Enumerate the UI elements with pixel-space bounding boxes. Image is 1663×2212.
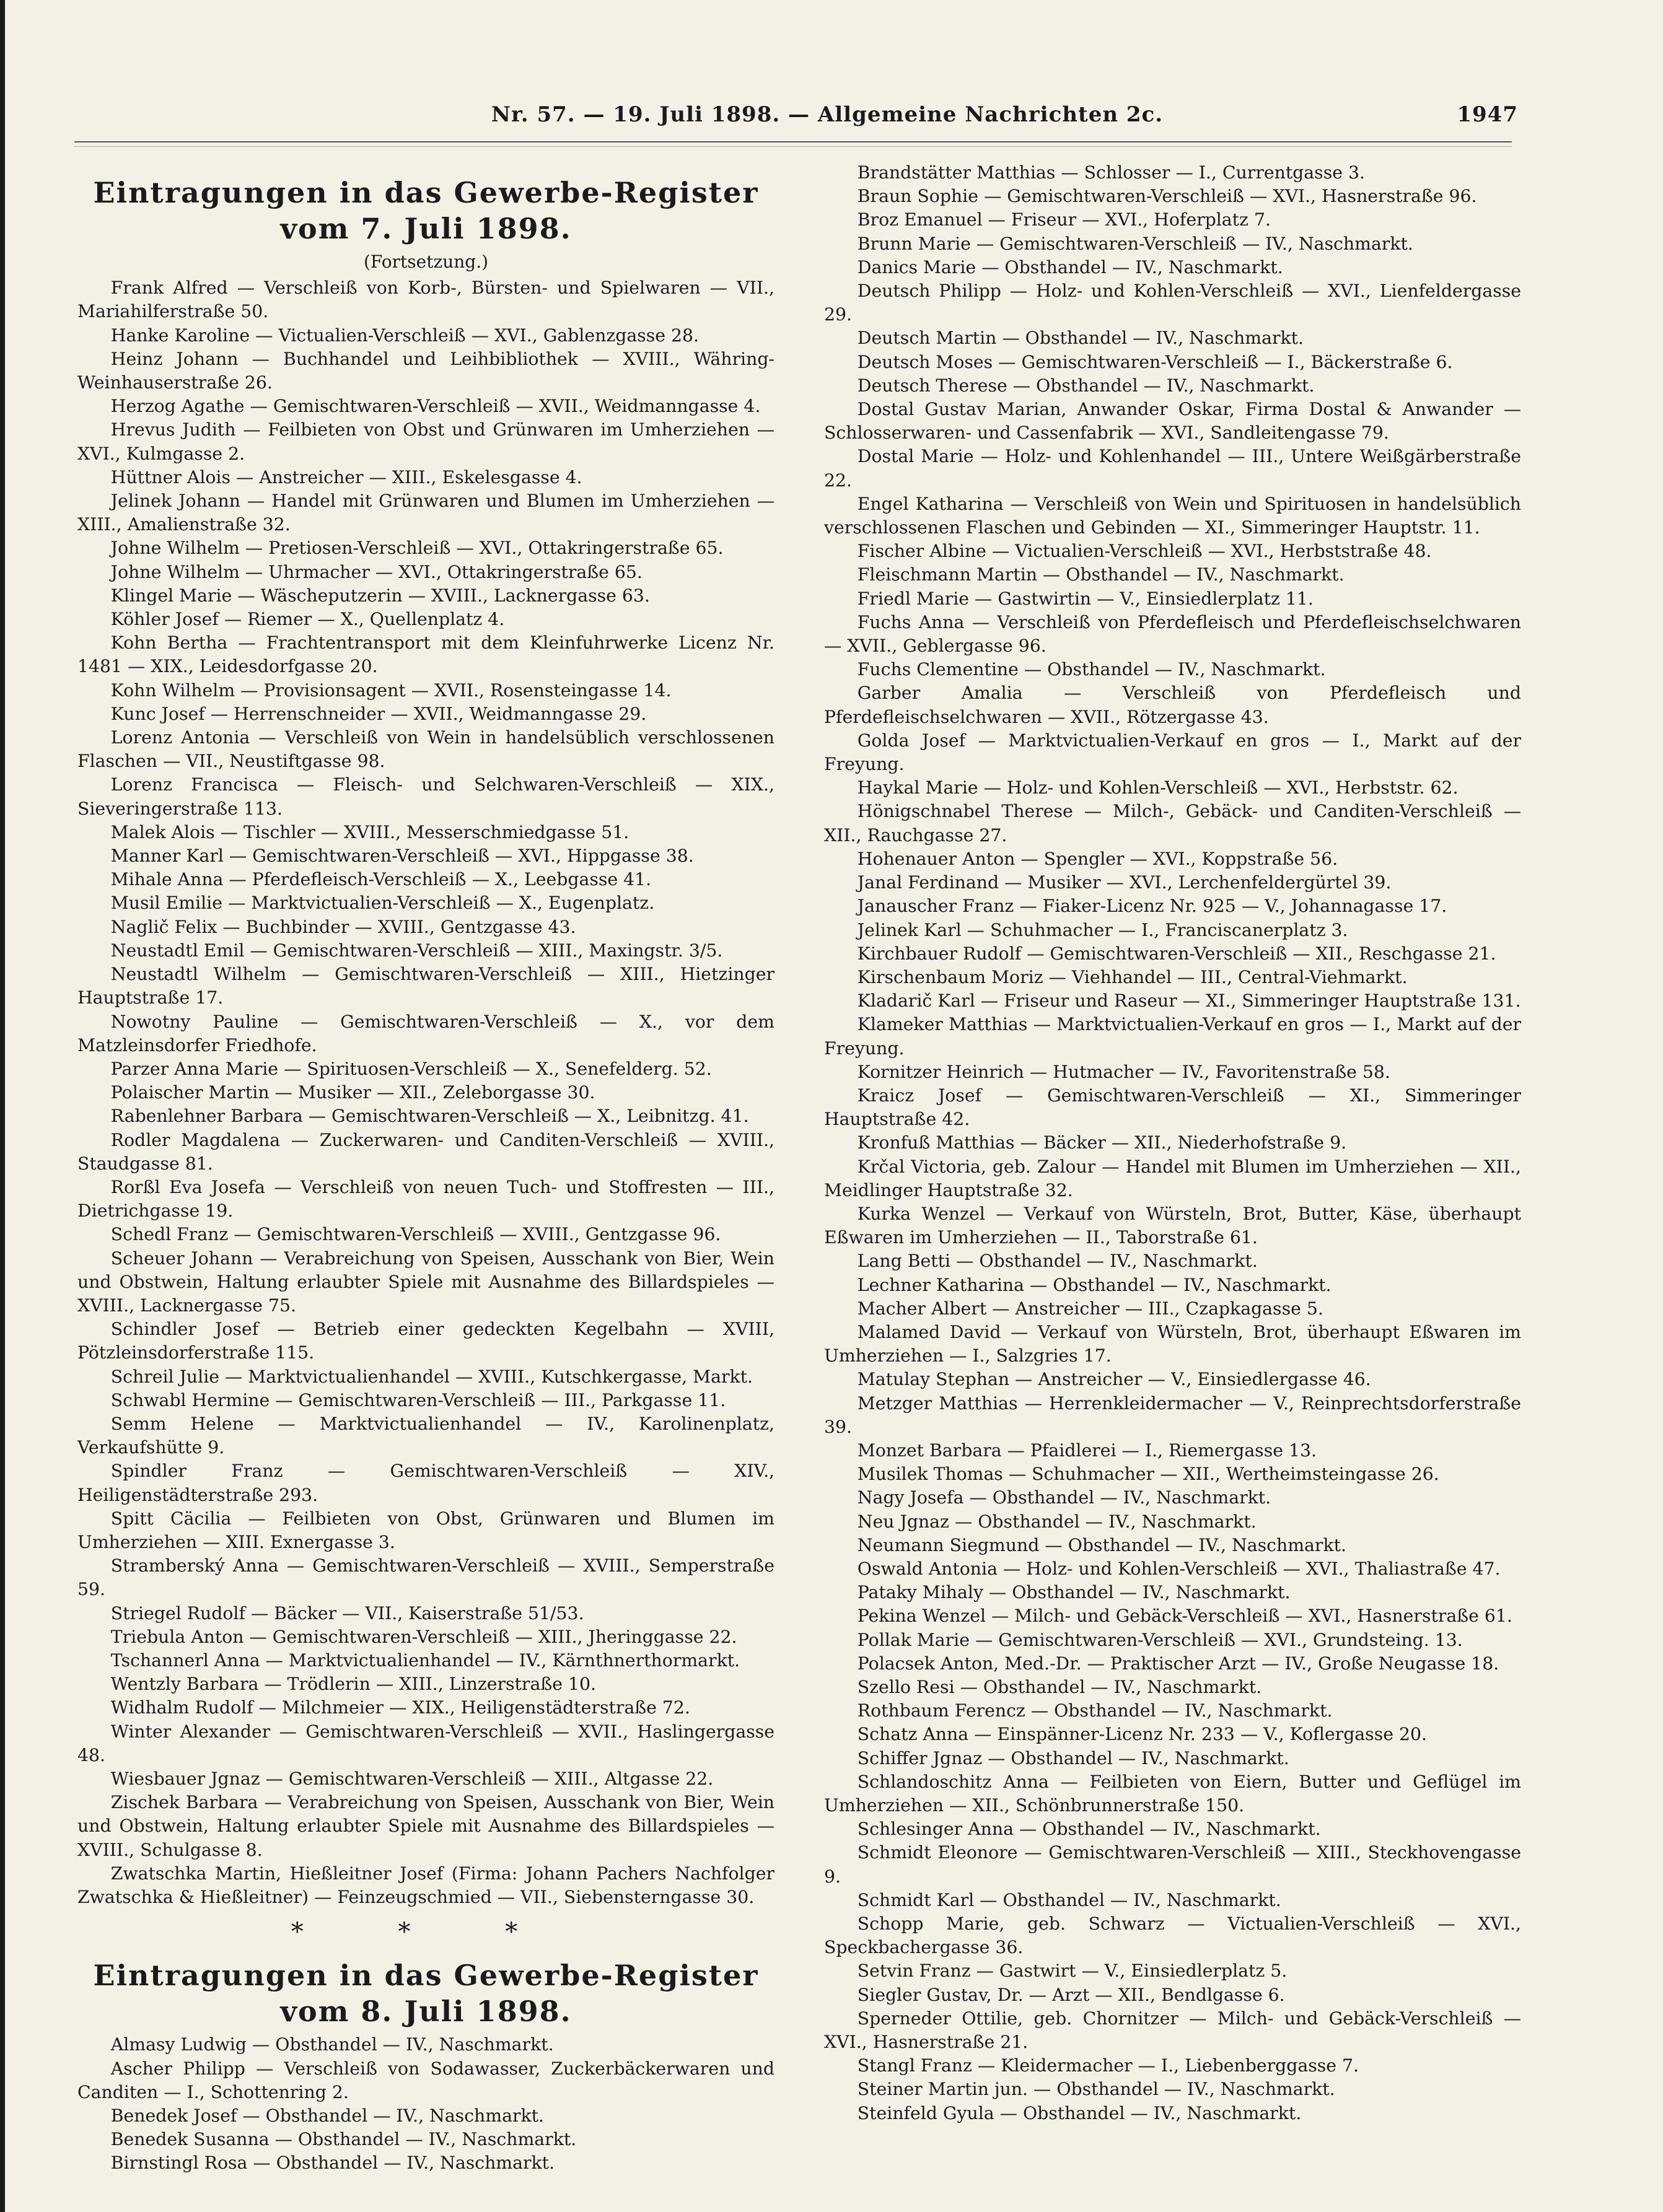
section2-title-line2: vom 8. Juli 1898. <box>280 1995 572 2029</box>
register-entry: Polacsek Anton, Med.-Dr. — Praktischer Arzt — IV., Große Neugasse 18. <box>857 1653 1499 1674</box>
register-entry: Widhalm Rudolf — Milchmeier — XIX., Heiligenstädterstraße 72. <box>110 1697 690 1718</box>
register-entry: Kohn Wilhelm — Provisionsagent — XVII., Rosensteingasse 14. <box>110 680 672 701</box>
register-entry: Schlandoschitz Anna — Feilbieten von Eiern, Butter und Geflügel im Umherziehen — XII., Schönbrunnerstraße 150. <box>824 1771 1521 1816</box>
register-entry: Benedek Josef — Obsthandel — IV., Naschmarkt. <box>110 2105 545 2127</box>
register-entry: Danics Marie — Obsthandel — IV., Naschmarkt. <box>857 256 1283 278</box>
register-entry: Schopp Marie, geb. Schwarz — Victualien-Verschleiß — XVI., Speckbachergasse 36. <box>824 1913 1521 1958</box>
register-entry: Stangl Franz — Kleidermacher — I., Liebenberggasse 7. <box>857 2055 1359 2076</box>
register-entry: Neustadtl Emil — Gemischtwaren-Verschleiß — XIII., Maxingstr. 3/5. <box>110 940 723 961</box>
register-entry: Nagy Josefa — Obsthandel — IV., Naschmarkt. <box>857 1487 1271 1508</box>
register-entry: Wiesbauer Jgnaz — Gemischtwaren-Verschleiß — XIII., Altgasse 22. <box>110 1768 714 1789</box>
register-entry: Rorßl Eva Josefa — Verschleiß von neuen Tuch- und Stoffresten — III., Dietrichgasse 19. <box>77 1176 774 1222</box>
register-entry: Neustadtl Wilhelm — Gemischtwaren-Verschleiß — XIII., Hietzinger Hauptstraße 17. <box>77 964 774 1008</box>
register-entry: Spitt Cäcilia — Feilbieten von Obst, Grünwaren und Blumen im Umherziehen — XIII. Exnergasse 3. <box>77 1508 774 1552</box>
register-entry: Broz Emanuel — Friseur — XVI., Hoferplatz 7. <box>857 209 1271 230</box>
section2-title-line1: Eintragungen in das Gewerbe-Register <box>93 1959 759 1993</box>
register-entry: Schlesinger Anna — Obsthandel — IV., Naschmarkt. <box>857 1819 1321 1840</box>
register-entry: Szello Resi — Obsthandel — IV., Naschmarkt. <box>857 1677 1262 1697</box>
register-entry: Jelinek Karl — Schuhmacher — I., Franciscanerplatz 3. <box>857 919 1348 940</box>
register-entry: Hrevus Judith — Feilbieten von Obst und Grünwaren im Umherziehen — XVI., Kulmgasse 2. <box>77 419 774 464</box>
register-entry: Zischek Barbara — Verabreichung von Speisen, Ausschank von Bier, Wein und Obstwein, Haltung erlaubter Spiele mit Ausnahme des Billardspieles — XVIII., Schulgasse 8. <box>77 1792 774 1860</box>
register-entry: Schwabl Hermine — Gemischtwaren-Verschleiß — III., Parkgasse 11. <box>110 1389 726 1410</box>
header-rule <box>74 141 1512 147</box>
register-entry: Winter Alexander — Gemischtwaren-Verschleiß — XVII., Haslingergasse 48. <box>77 1721 774 1765</box>
register-entry: Striegel Rudolf — Bäcker — VII., Kaiserstraße 51/53. <box>110 1602 584 1624</box>
section1-title-line1: Eintragungen in das Gewerbe-Register <box>93 176 759 209</box>
right-column <box>824 161 1521 2125</box>
register-entry: Klameker Matthias — Marktvictualien-Verkauf en gros — I., Markt auf der Freyung. <box>824 1014 1521 1059</box>
scan-edge <box>0 0 5 2212</box>
section1-title <box>77 175 774 247</box>
register-entry: Janal Ferdinand — Musiker — XVI., Lerchenfeldergürtel 39. <box>857 872 1392 893</box>
register-entry: Kohn Bertha — Frachtentransport mit dem Kleinfuhrwerke Licenz Nr. 1481 — XIX., Leidesdorfgasse 20. <box>77 632 774 677</box>
section2-entries-left <box>77 2033 774 2175</box>
register-entry: Scheuer Johann — Verabreichung von Speisen, Ausschank von Bier, Wein und Obstwein, Haltung erlaubter Spiele mit Ausnahme des Billardspieles — XVIII., Lacknergasse 75. <box>77 1248 774 1316</box>
register-entry: Oswald Antonia — Holz- und Kohlen-Verschleiß — XVI., Thaliastraße 47. <box>857 1558 1501 1579</box>
page-number: 1947 <box>1457 102 1518 127</box>
register-entry: Haykal Marie — Holz- und Kohlen-Verschleiß — XVI., Herbststr. 62. <box>857 777 1459 798</box>
register-entry: Malamed David — Verkauf von Würsteln, Brot, überhaupt Eßwaren im Umherziehen — I., Salzgries 17. <box>824 1321 1521 1366</box>
register-entry: Sperneder Ottilie, geb. Chornitzer — Milch- und Gebäck-Verschleiß — XVI., Hasnerstraße 21. <box>824 2008 1521 2053</box>
register-entry: Pataky Mihaly — Obsthandel — IV., Naschmarkt. <box>857 1582 1291 1603</box>
register-entry: Semm Helene — Marktvictualienhandel — IV., Karolinenplatz, Verkaufshütte 9. <box>77 1413 774 1458</box>
register-entry: Lechner Katharina — Obsthandel — IV., Naschmarkt. <box>857 1274 1332 1295</box>
header-running-title: Nr. 57. — 19. Juli 1898. — Allgemeine Nachrichten 2c. <box>491 102 1164 127</box>
register-entry: Monzet Barbara — Pfaidlerei — I., Riemergasse 13. <box>857 1440 1317 1461</box>
register-entry: Macher Albert — Anstreicher — III., Czapkagasse 5. <box>857 1298 1323 1319</box>
register-entry: Setvin Franz — Gastwirt — V., Einsiedlerplatz 5. <box>857 1961 1288 1982</box>
register-entry: Kunc Josef — Herrenschneider — XVII., Weidmanngasse 29. <box>110 703 647 724</box>
register-entry: Deutsch Philipp — Holz- und Kohlen-Verschleiß — XVI., Lienfeldergasse 29. <box>824 281 1521 325</box>
register-entry: Kirschenbaum Moriz — Viehhandel — III., Central-Viehmarkt. <box>857 966 1408 987</box>
register-entry: Schreil Julie — Marktvictualienhandel — XVIII., Kutschkergasse, Markt. <box>110 1366 753 1387</box>
register-entry: Siegler Gustav, Dr. — Arzt — XII., Bendlgasse 6. <box>857 1984 1285 2005</box>
section2-entries-right <box>824 161 1521 2125</box>
register-entry: Polaischer Martin — Musiker — XII., Zeleborgasse 30. <box>110 1082 595 1103</box>
register-entry: Fuchs Clementine — Obsthandel — IV., Naschmarkt. <box>857 659 1326 680</box>
register-entry: Jelinek Johann — Handel mit Grünwaren und Blumen im Umherziehen — XIII., Amalienstraße 32. <box>77 491 774 535</box>
register-entry: Lang Betti — Obsthandel — IV., Naschmarkt. <box>857 1251 1258 1272</box>
register-entry: Neu Jgnaz — Obsthandel — IV., Naschmarkt. <box>857 1511 1257 1532</box>
register-entry: Golda Josef — Marktvictualien-Verkauf en gros — I., Markt auf der Freyung. <box>824 730 1521 775</box>
register-entry: Lorenz Francisca — Fleisch- und Selchwaren-Verschleiß — XIX., Sieveringerstraße 113. <box>77 774 774 819</box>
register-entry: Johne Wilhelm — Pretiosen-Verschleiß — XVI., Ottakringerstraße 65. <box>110 538 724 559</box>
register-entry: Ascher Philipp — Verschleiß von Sodawasser, Zuckerbäckerwaren und Canditen — I., Schottenring 2. <box>77 2058 774 2102</box>
register-entry: Rodler Magdalena — Zuckerwaren- und Canditen-Verschleiß — XVIII., Staudgasse 81. <box>77 1129 774 1174</box>
register-entry: Hönigschnabel Therese — Milch-, Gebäck- und Canditen-Verschleiß — XII., Rauchgasse 27. <box>824 801 1521 846</box>
register-entry: Parzer Anna Marie — Spirituosen-Verschleiß — X., Senefelderg. 52. <box>110 1058 712 1079</box>
section1-entries <box>77 276 774 1909</box>
register-entry: Schiffer Jgnaz — Obsthandel — IV., Naschmarkt. <box>857 1747 1289 1768</box>
register-entry: Brandstätter Matthias — Schlosser — I., Currentgasse 3. <box>857 162 1365 183</box>
register-entry: Pollak Marie — Gemischtwaren-Verschleiß — XVI., Grundsteing. 13. <box>857 1629 1463 1650</box>
register-entry: Hanke Karoline — Victualien-Verschleiß — XVI., Gablenzgasse 28. <box>110 325 699 346</box>
register-entry: Nowotny Pauline — Gemischtwaren-Verschleiß — X., vor dem Matzleinsdorfer Friedhofe. <box>77 1011 774 1056</box>
register-entry: Kronfuß Matthias — Bäcker — XII., Niederhofstraße 9. <box>857 1132 1347 1153</box>
register-entry: Steiner Martin jun. — Obsthandel — IV., Naschmarkt. <box>857 2079 1335 2100</box>
register-entry: Dostal Gustav Marian, Anwander Oskar, Firma Dostal & Anwander — Schlosserwaren- und Cassenfabrik — XVI., Sandleitengasse 79. <box>824 399 1521 444</box>
register-entry: Birnstingl Rosa — Obsthandel — IV., Naschmarkt. <box>110 2153 555 2174</box>
register-entry: Dostal Marie — Holz- und Kohlenhandel — III., Untere Weißgärberstraße 22. <box>824 446 1521 491</box>
register-entry: Schedl Franz — Gemischtwaren-Verschleiß — XVIII., Gentzgasse 96. <box>110 1224 721 1245</box>
register-entry: Johne Wilhelm — Uhrmacher — XVI., Ottakringerstraße 65. <box>110 561 643 582</box>
register-entry: Spindler Franz — Gemischtwaren-Verschleiß — XIV., Heiligenstädterstraße 293. <box>77 1461 774 1505</box>
register-entry: Herzog Agathe — Gemischtwaren-Verschleiß — XVII., Weidmanngasse 4. <box>110 396 761 417</box>
register-entry: Frank Alfred — Verschleiß von Korb-, Bürsten- und Spielwaren — VII., Mariahilferstraße 50. <box>77 278 774 322</box>
register-entry: Mihale Anna — Pferdefleisch-Verschleiß — X., Leebgasse 41. <box>110 869 652 890</box>
section1-title-line2: vom 7. Juli 1898. <box>280 212 572 245</box>
register-entry: Heinz Johann — Buchhandel und Leihbibliothek — XVIII., Währing-Weinhauserstraße 26. <box>77 348 774 393</box>
register-entry: Wentzly Barbara — Trödlerin — XIII., Linzerstraße 10. <box>110 1674 596 1695</box>
register-entry: Schatz Anna — Einspänner-Licenz Nr. 233 — V., Koflergasse 20. <box>857 1724 1427 1745</box>
left-column <box>77 161 774 2175</box>
register-entry: Garber Amalia — Verschleiß von Pferdefleisch und Pferdefleischselchwaren — XVII., Rötzergasse 43. <box>824 683 1521 727</box>
register-entry: Kraicz Josef — Gemischtwaren-Verschleiß — XI., Simmeringer Hauptstraße 42. <box>824 1085 1521 1130</box>
register-entry: Naglič Felix — Buchbinder — XVIII., Gentzgasse 43. <box>110 916 576 937</box>
register-entry: Friedl Marie — Gastwirtin — V., Einsiedlerplatz 11. <box>857 588 1314 609</box>
register-entry: Fischer Albine — Victualien-Verschleiß — XVI., Herbststraße 48. <box>857 541 1432 562</box>
register-entry: Klingel Marie — Wäscheputzerin — XVIII., Lacknergasse 63. <box>110 585 650 606</box>
register-entry: Brunn Marie — Gemischtwaren-Verschleiß — IV., Naschmarkt. <box>857 233 1413 254</box>
register-entry: Deutsch Martin — Obsthandel — IV., Naschmarkt. <box>857 328 1304 349</box>
register-entry: Pekina Wenzel — Milch- und Gebäck-Verschleiß — XVI., Hasnerstraße 61. <box>857 1606 1512 1627</box>
register-entry: Manner Karl — Gemischtwaren-Verschleiß — XVI., Hippgasse 38. <box>110 846 694 867</box>
register-entry: Schmidt Eleonore — Gemischtwaren-Verschleiß — XIII., Steckhovengasse 9. <box>824 1842 1521 1887</box>
register-entry: Triebula Anton — Gemischtwaren-Verschleiß — XIII., Jheringgasse 22. <box>110 1626 737 1647</box>
register-entry: Kladarič Karl — Friseur und Raseur — XI., Simmeringer Hauptstraße 131. <box>857 990 1521 1012</box>
register-entry: Deutsch Moses — Gemischtwaren-Verschleiß — I., Bäckerstraße 6. <box>857 351 1453 372</box>
register-entry: Fleischmann Martin — Obsthandel — IV., Naschmarkt. <box>857 564 1345 585</box>
register-entry: Lorenz Antonia — Verschleiß von Wein in handelsüblich verschlossenen Flaschen — VII., Neustiftgasse 98. <box>77 727 774 772</box>
page-header <box>136 102 1518 127</box>
register-entry: Matulay Stephan — Anstreicher — V., Einsiedlergasse 46. <box>857 1369 1371 1390</box>
register-entry: Krčal Victoria, geb. Zalour — Handel mit Blumen im Umherziehen — XII., Meidlinger Hauptstraße 32. <box>824 1156 1521 1200</box>
register-entry: Rabenlehner Barbara — Gemischtwaren-Verschleiß — X., Leibnitzg. 41. <box>110 1106 749 1127</box>
register-entry: Engel Katharina — Verschleiß von Wein und Spirituosen in handelsüblich verschlossenen Flaschen und Gebinden — XI., Simmeringer Hauptstr. 11. <box>824 493 1521 538</box>
register-entry: Metzger Matthias — Herrenkleidermacher — V., Reinprechtsdorferstraße 39. <box>824 1392 1521 1437</box>
register-entry: Neumann Siegmund — Obsthandel — IV., Naschmarkt. <box>857 1534 1346 1555</box>
register-entry: Musil Emilie — Marktvictualien-Verschleiß — X., Eugenplatz. <box>110 893 655 914</box>
register-entry: Braun Sophie — Gemischtwaren-Verschleiß — XVI., Hasnerstraße 96. <box>857 186 1477 207</box>
register-entry: Steinfeld Gyula — Obsthandel — IV., Naschmarkt. <box>857 2102 1302 2123</box>
register-entry: Köhler Josef — Riemer — X., Quellenplatz 4. <box>110 609 505 630</box>
register-entry: Malek Alois — Tischler — XVIII., Messerschmiedgasse 51. <box>110 821 630 842</box>
register-entry: Schindler Josef — Betrieb einer gedeckten Kegelbahn — XVIII, Pötzleinsdorferstraße 115. <box>77 1319 774 1363</box>
register-entry: Musilek Thomas — Schuhmacher — XII., Wertheimsteingasse 26. <box>857 1464 1439 1485</box>
section-separator: * * * <box>291 1918 561 1947</box>
register-entry: Zwatschka Martin, Hießleitner Josef (Firma: Johann Pachers Nachfolger Zwatschka & Hießleitner) — Feinzeugschmied — VII., Siebensterngasse 30. <box>77 1863 774 1908</box>
register-entry: Deutsch Therese — Obsthandel — IV., Naschmarkt. <box>857 375 1315 396</box>
register-entry: Hohenauer Anton — Spengler — XVI., Koppstraße 56. <box>857 848 1338 869</box>
section2-title <box>77 1957 774 2029</box>
register-entry: Fuchs Anna — Verschleiß von Pferdefleisch und Pferdefleischselchwaren — XVII., Geblergasse 96. <box>824 611 1521 657</box>
register-entry: Rothbaum Ferencz — Obsthandel — IV., Naschmarkt. <box>857 1700 1333 1721</box>
register-entry: Kirchbauer Rudolf — Gemischtwaren-Verschleiß — XII., Reschgasse 21. <box>857 943 1496 964</box>
register-entry: Schmidt Karl — Obsthandel — IV., Naschmarkt. <box>857 1889 1281 1910</box>
section1-continuation: (Fortsetzung.) <box>363 251 489 272</box>
register-entry: Benedek Susanna — Obsthandel — IV., Naschmarkt. <box>110 2129 577 2150</box>
register-entry: Hüttner Alois — Anstreicher — XIII., Eskelesgasse 4. <box>110 466 582 487</box>
register-entry: Janauscher Franz — Fiaker-Licenz Nr. 925 — V., Johannagasse 17. <box>857 896 1447 917</box>
register-entry: Kurka Wenzel — Verkauf von Würsteln, Brot, Butter, Käse, überhaupt Eßwaren im Umherziehen — II., Taborstraße 61. <box>824 1203 1521 1248</box>
register-entry: Almasy Ludwig — Obsthandel — IV., Naschmarkt. <box>110 2034 554 2055</box>
register-entry: Tschannerl Anna — Marktvictualienhandel — IV., Kärnthnerthormarkt. <box>110 1650 740 1671</box>
register-entry: Stramberský Anna — Gemischtwaren-Verschleiß — XVIII., Semperstraße 59. <box>77 1555 774 1600</box>
register-entry: Kornitzer Heinrich — Hutmacher — IV., Favoritenstraße 58. <box>857 1061 1390 1082</box>
